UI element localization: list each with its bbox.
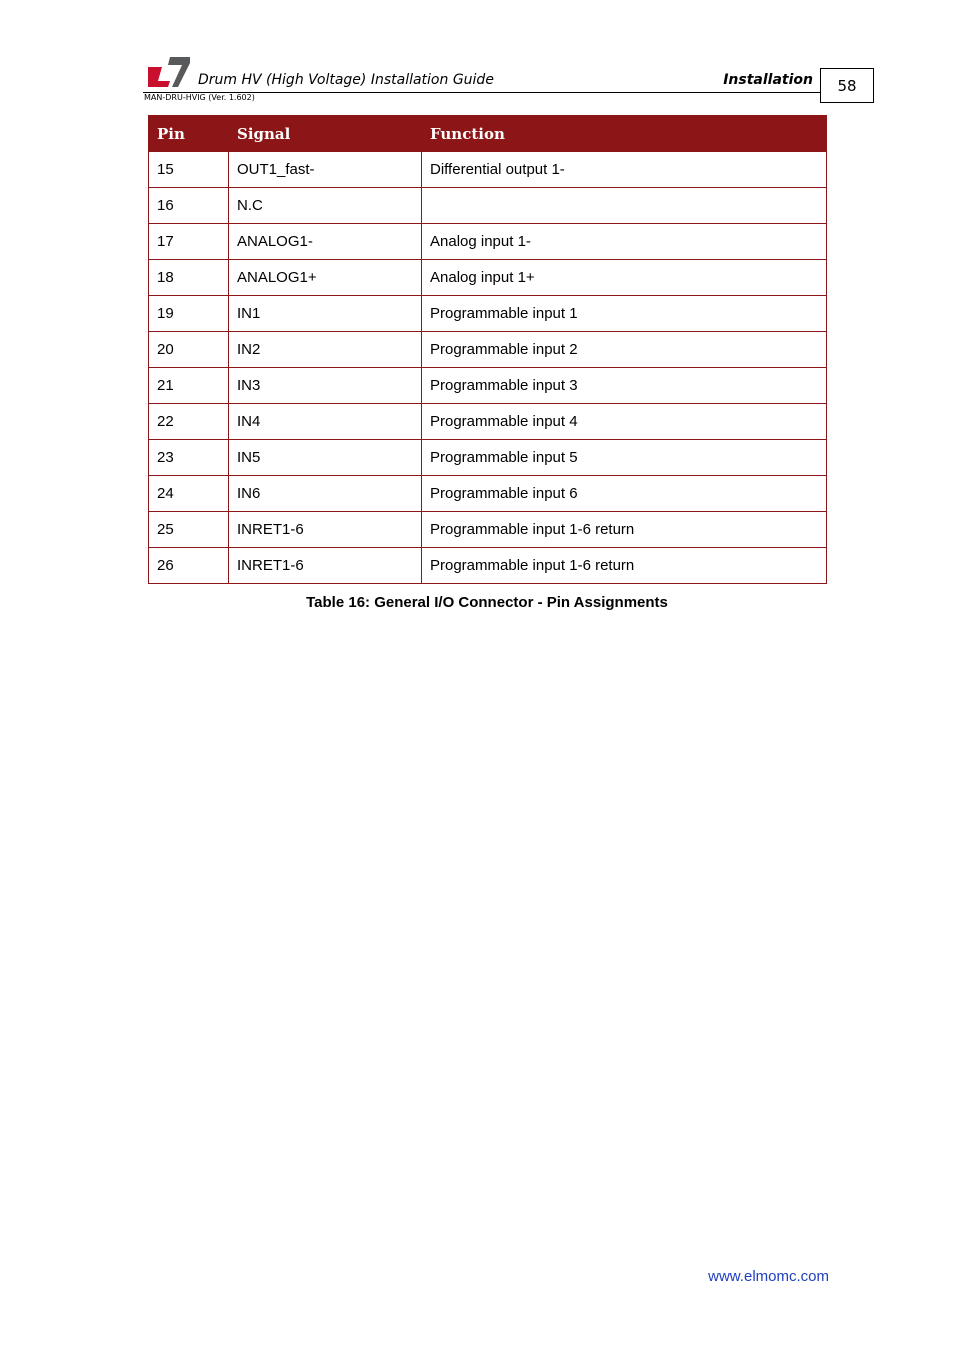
- elmo-logo-icon: [148, 57, 190, 87]
- cell-pin: 22: [149, 404, 229, 440]
- website-link[interactable]: www.elmomc.com: [708, 1268, 829, 1285]
- table-row: [149, 476, 827, 512]
- document-title: Drum HV (High Voltage) Installation Guide: [198, 72, 494, 88]
- table-row: [149, 224, 827, 260]
- table-row: [149, 332, 827, 368]
- cell-function: Programmable input 6: [422, 476, 827, 512]
- cell-signal: IN1: [229, 296, 422, 332]
- table-row: [149, 188, 827, 224]
- cell-pin: 17: [149, 224, 229, 260]
- cell-function: Programmable input 1-6 return: [422, 512, 827, 548]
- cell-signal: IN4: [229, 404, 422, 440]
- cell-signal: IN3: [229, 368, 422, 404]
- cell-function: Programmable input 4: [422, 404, 827, 440]
- cell-pin: 21: [149, 368, 229, 404]
- section-name: Installation: [723, 72, 813, 88]
- cell-pin: 23: [149, 440, 229, 476]
- header-pin: Pin: [149, 116, 229, 152]
- cell-signal: IN2: [229, 332, 422, 368]
- cell-signal: ANALOG1+: [229, 260, 422, 296]
- cell-pin: 16: [149, 188, 229, 224]
- cell-pin: 24: [149, 476, 229, 512]
- cell-signal: INRET1-6: [229, 512, 422, 548]
- cell-signal: OUT1_fast-: [229, 152, 422, 188]
- cell-function: Programmable input 3: [422, 368, 827, 404]
- cell-pin: 26: [149, 548, 229, 584]
- cell-function: Programmable input 1-6 return: [422, 548, 827, 584]
- cell-signal: N.C: [229, 188, 422, 224]
- cell-function: Programmable input 1: [422, 296, 827, 332]
- cell-pin: 18: [149, 260, 229, 296]
- table-row: [149, 368, 827, 404]
- document-code: MAN-DRU-HVIG (Ver. 1.602): [144, 93, 255, 102]
- header-function: Function: [422, 116, 827, 152]
- cell-pin: 25: [149, 512, 229, 548]
- table-row: [149, 548, 827, 584]
- cell-signal: ANALOG1-: [229, 224, 422, 260]
- cell-pin: 15: [149, 152, 229, 188]
- table-row: [149, 404, 827, 440]
- cell-function: Differential output 1-: [422, 152, 827, 188]
- cell-function: Analog input 1+: [422, 260, 827, 296]
- page-number: 58: [820, 68, 874, 103]
- cell-function: [422, 188, 827, 224]
- cell-function: Programmable input 5: [422, 440, 827, 476]
- table-row: [149, 296, 827, 332]
- cell-function: Analog input 1-: [422, 224, 827, 260]
- table-caption: Table 16: General I/O Connector - Pin Assignments: [306, 594, 668, 611]
- table-row: [149, 260, 827, 296]
- cell-signal: IN5: [229, 440, 422, 476]
- table-row: [149, 152, 827, 188]
- cell-signal: INRET1-6: [229, 548, 422, 584]
- table-row: [149, 440, 827, 476]
- table-header-row: [149, 116, 827, 152]
- cell-signal: IN6: [229, 476, 422, 512]
- pin-assignment-table: [148, 115, 827, 584]
- table-row: [149, 512, 827, 548]
- cell-function: Programmable input 2: [422, 332, 827, 368]
- cell-pin: 19: [149, 296, 229, 332]
- header-signal: Signal: [229, 116, 422, 152]
- cell-pin: 20: [149, 332, 229, 368]
